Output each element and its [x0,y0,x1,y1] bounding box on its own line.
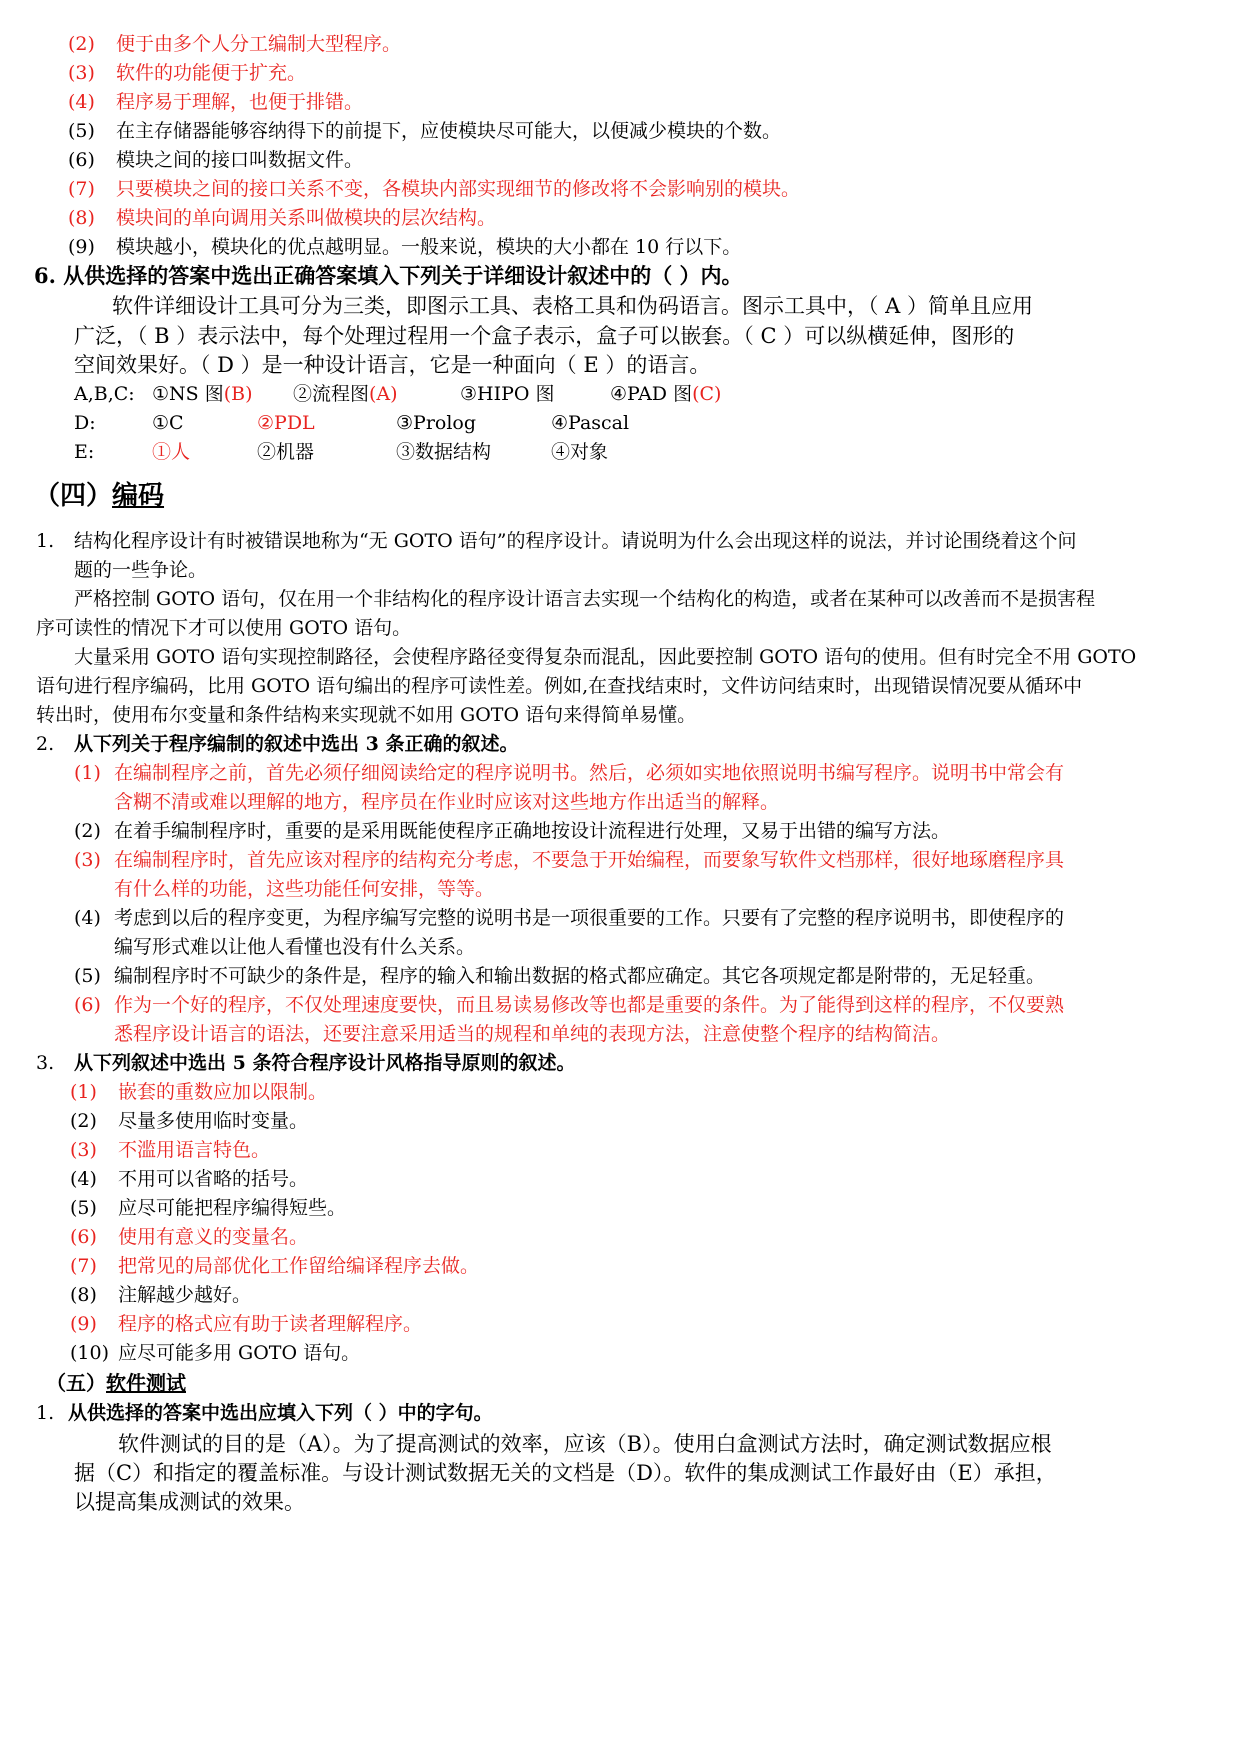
option [551,411,629,435]
list-item-text: 只要模块之间的接口关系不变，各模块内部实现细节的修改将不会影响别的模块。 [116,178,801,200]
option-text: ④Pascal [551,412,630,434]
c2-item-text: 悉程序设计语言的语法，还要注意采用适当的规程和单纯的表现方法，注意使整个程序的结构简洁。 [114,1023,951,1045]
list-item-number: (3) [68,62,95,84]
option [152,382,253,406]
c3-item-number: (4) [70,1168,97,1190]
c1-answer-line: 转出时，使用布尔变量和条件结构来实现就不如用 GOTO 语句来得简单易懂。 [36,704,697,726]
c3-item [70,1109,308,1133]
c3-number: 3. [36,1052,55,1074]
c2-item-continuation [114,935,475,959]
c3-item-text: 应尽可能多用 GOTO 语句。 [118,1342,361,1364]
list-item-number: (5) [68,120,95,142]
option [257,411,315,435]
q6-paragraph-line: 软件详细设计工具可分为三类，即图示工具、表格工具和伪码语言。图示工具中，（ A ）简单且应用 [112,294,1034,318]
q6-paragraph-line: 广泛，（ B ）表示法中，每个处理过程用一个盒子表示，盒子可以嵌套。（ C ）可以纵横延伸，图形的 [74,324,1015,348]
option-text: ③数据结构 [396,441,492,463]
list-item [68,148,363,172]
c3-item [70,1254,479,1278]
c3-item-number: (2) [70,1110,97,1132]
list-item [68,61,306,85]
option-text: ①人 [152,441,191,463]
c2-item-number: (2) [74,820,101,842]
section-heading-testing: （五）软件测试 [46,1371,186,1395]
c3-item [70,1167,308,1191]
option-row [0,411,900,435]
c3-item-text: 尽量多使用临时变量。 [118,1110,309,1132]
option [396,411,476,435]
c2-item-number: (6) [74,994,101,1016]
c2-item-text: 编写形式难以让他人看懂也没有什么关系。 [114,936,476,958]
c2-item-continuation [114,790,779,814]
c2-item [74,848,1064,872]
c2-item [74,964,1045,988]
option-answer: (C) [692,383,722,405]
c3-item [70,1080,327,1104]
option [293,382,398,406]
list-item-number: (9) [68,236,95,258]
t1-number: 1. [36,1402,55,1424]
list-item-text: 模块越小，模块化的优点越明显。一般来说，模块的大小都在 10 行以下。 [116,236,742,258]
c3-item [70,1225,308,1249]
c2-item [74,993,1064,1017]
c3-item-number: (3) [70,1139,97,1161]
option-text: ②机器 [257,441,315,463]
c3-item-text: 应尽可能把程序编得短些。 [118,1197,347,1219]
c2-item-text: 在着手编制程序时，重要的是采用既能使程序正确地按设计流程进行处理，又易于出错的编写方法。 [114,820,951,842]
c2-item [74,761,1064,785]
list-item-number: (7) [68,178,95,200]
c2-item-text: 考虑到以后的程序变更，为程序编写完整的说明书是一项很重要的工作。只要有了完整的程序说明书，即使程序的 [114,907,1065,929]
c2-title: 从下列关于程序编制的叙述中选出 3 条正确的叙述。 [74,733,519,755]
c2-item-number: (5) [74,965,101,987]
option [460,382,555,406]
c3-item-number: (1) [70,1081,97,1103]
list-item [68,206,496,230]
c3-item-text: 注解越少越好。 [118,1284,252,1306]
option [257,440,314,464]
option-answer: (A) [369,383,398,405]
list-item [68,90,363,114]
list-item-number: (2) [68,33,95,55]
c1-number: 1. [36,530,55,552]
c2-item [74,906,1064,930]
c3-item-number: (10) [70,1342,110,1364]
c2-item-text: 编制程序时不可缺少的条件是，程序的输入和输出数据的格式都应确定。其它各项规定都是附带的，无足轻重。 [114,965,1046,987]
option [610,382,721,406]
option [152,411,184,435]
t1-paragraph-line: 以提高集成测试的效果。 [74,1490,305,1514]
list-item-text: 在主存储器能够容纳得下的前提下，应使模块尽可能大，以便减少模块的个数。 [116,120,782,142]
option [551,440,608,464]
c2-item [74,819,950,843]
list-item-number: (4) [68,91,95,113]
option-row [0,382,900,406]
t1-title: 从供选择的答案中选出应填入下列（ ）中的字句。 [68,1402,493,1424]
c3-item [70,1138,270,1162]
c1-answer-line: 序可读性的情况下才可以使用 GOTO 语句。 [36,617,412,639]
list-item [68,235,741,259]
c3-item-number: (6) [70,1226,97,1248]
c3-item [70,1312,422,1336]
list-item-text: 便于由多个人分工编制大型程序。 [116,33,402,55]
list-item-text: 模块之间的接口叫数据文件。 [116,149,364,171]
c2-item-number: (4) [74,907,101,929]
q6-paragraph-line: 空间效果好。（ D ）是一种设计语言，它是一种面向（ E ）的语言。 [74,353,711,377]
option-answer: (B) [223,383,253,405]
c3-item-text: 程序的格式应有助于读者理解程序。 [118,1313,423,1335]
c3-item-text: 不滥用语言特色。 [118,1139,271,1161]
option-text: ①NS 图 [152,383,224,405]
option-text: ②PDL [257,412,315,434]
list-item-text: 程序易于理解，也便于排错。 [116,91,364,113]
c3-item-number: (7) [70,1255,97,1277]
c3-item [70,1341,360,1365]
c2-number: 2. [36,733,55,755]
list-item-text: 软件的功能便于扩充。 [116,62,307,84]
c1-question-line: 结构化程序设计有时被错误地称为“无 GOTO 语句”的程序设计。请说明为什么会出现这样的说法，并讨论围绕着这个问 [74,530,1077,552]
t1-paragraph-line: 软件测试的目的是（A）。为了提高测试的效率，应该（B）。使用白盒测试方法时，确定测试数据应根 [118,1432,1052,1456]
c1-answer-line: 语句进行程序编码，比用 GOTO 语句编出的程序可读性差。例如,在查找结束时，文件访问结束时，出现错误情况要从循环中 [36,675,1083,697]
c2-item-number: (3) [74,849,101,871]
c2-item-continuation [114,877,494,901]
section-heading-coding: （四）编码 [34,481,165,511]
list-item-number: (6) [68,149,95,171]
c1-answer-line: 大量采用 GOTO 语句实现控制路径，会使程序路径变得复杂而混乱，因此要控制 GOTO 语句的使用。但有时完全不用 GOTO [74,646,1137,668]
c2-item-continuation [114,1022,950,1046]
c3-item [70,1196,346,1220]
option [396,440,491,464]
option-text: ③Prolog [396,412,477,434]
list-item [68,119,781,143]
option [152,440,190,464]
c3-item [70,1283,251,1307]
q6-title: 6. 从供选择的答案中选出正确答案填入下列关于详细设计叙述中的（ ）内。 [34,263,743,288]
c2-item-text: 有什么样的功能，这些功能任何安排，等等。 [114,878,495,900]
c2-item-number: (1) [74,762,101,784]
c3-item-text: 使用有意义的变量名。 [118,1226,309,1248]
option-row [0,440,900,464]
option-text: ④PAD 图 [610,383,693,405]
option-text: ②流程图 [293,383,370,405]
option-text: ③HIPO 图 [460,383,555,405]
t1-paragraph-line: 据（C）和指定的覆盖标准。与设计测试数据无关的文档是（D）。软件的集成测试工作最好由（E）承担， [74,1461,1057,1485]
list-item [68,32,401,56]
list-item-number: (8) [68,207,95,229]
c3-title: 从下列叙述中选出 5 条符合程序设计风格指导原则的叙述。 [74,1052,576,1074]
c2-item-text: 含糊不清或难以理解的地方，程序员在作业时应该对这些地方作出适当的解释。 [114,791,780,813]
option-text: ①C [152,412,184,434]
c3-item-text: 嵌套的重数应加以限制。 [118,1081,328,1103]
option-row-label: E: [74,441,95,463]
list-item [68,177,800,201]
c2-item-text: 在编制程序之前，首先必须仔细阅读给定的程序说明书。然后，必须如实地依照说明书编写程序。说明书中常会有 [114,762,1065,784]
c3-item-text: 把常见的局部优化工作留给编译程序去做。 [118,1255,480,1277]
c3-item-number: (5) [70,1197,97,1219]
c3-item-text: 不用可以省略的括号。 [118,1168,309,1190]
option-row-label: D: [74,412,96,434]
c2-item-text: 在编制程序时，首先应该对程序的结构充分考虑，不要急于开始编程，而要象写软件文档那样，很好地琢磨程序具 [114,849,1065,871]
option-row-label: A,B,C: [74,383,135,405]
c3-item-number: (9) [70,1313,97,1335]
option-text: ④对象 [551,441,609,463]
c3-item-number: (8) [70,1284,97,1306]
list-item-text: 模块间的单向调用关系叫做模块的层次结构。 [116,207,497,229]
c1-question-line: 题的一些争论。 [74,559,208,581]
c1-answer-line: 严格控制 GOTO 语句，仅在用一个非结构化的程序设计语言去实现一个结构化的构造，或者在某种可以改善而不是损害程 [74,588,1096,610]
c2-item-text: 作为一个好的程序，不仅处理速度要快，而且易读易修改等也都是重要的条件。为了能得到这样的程序，不仅要熟 [114,994,1065,1016]
